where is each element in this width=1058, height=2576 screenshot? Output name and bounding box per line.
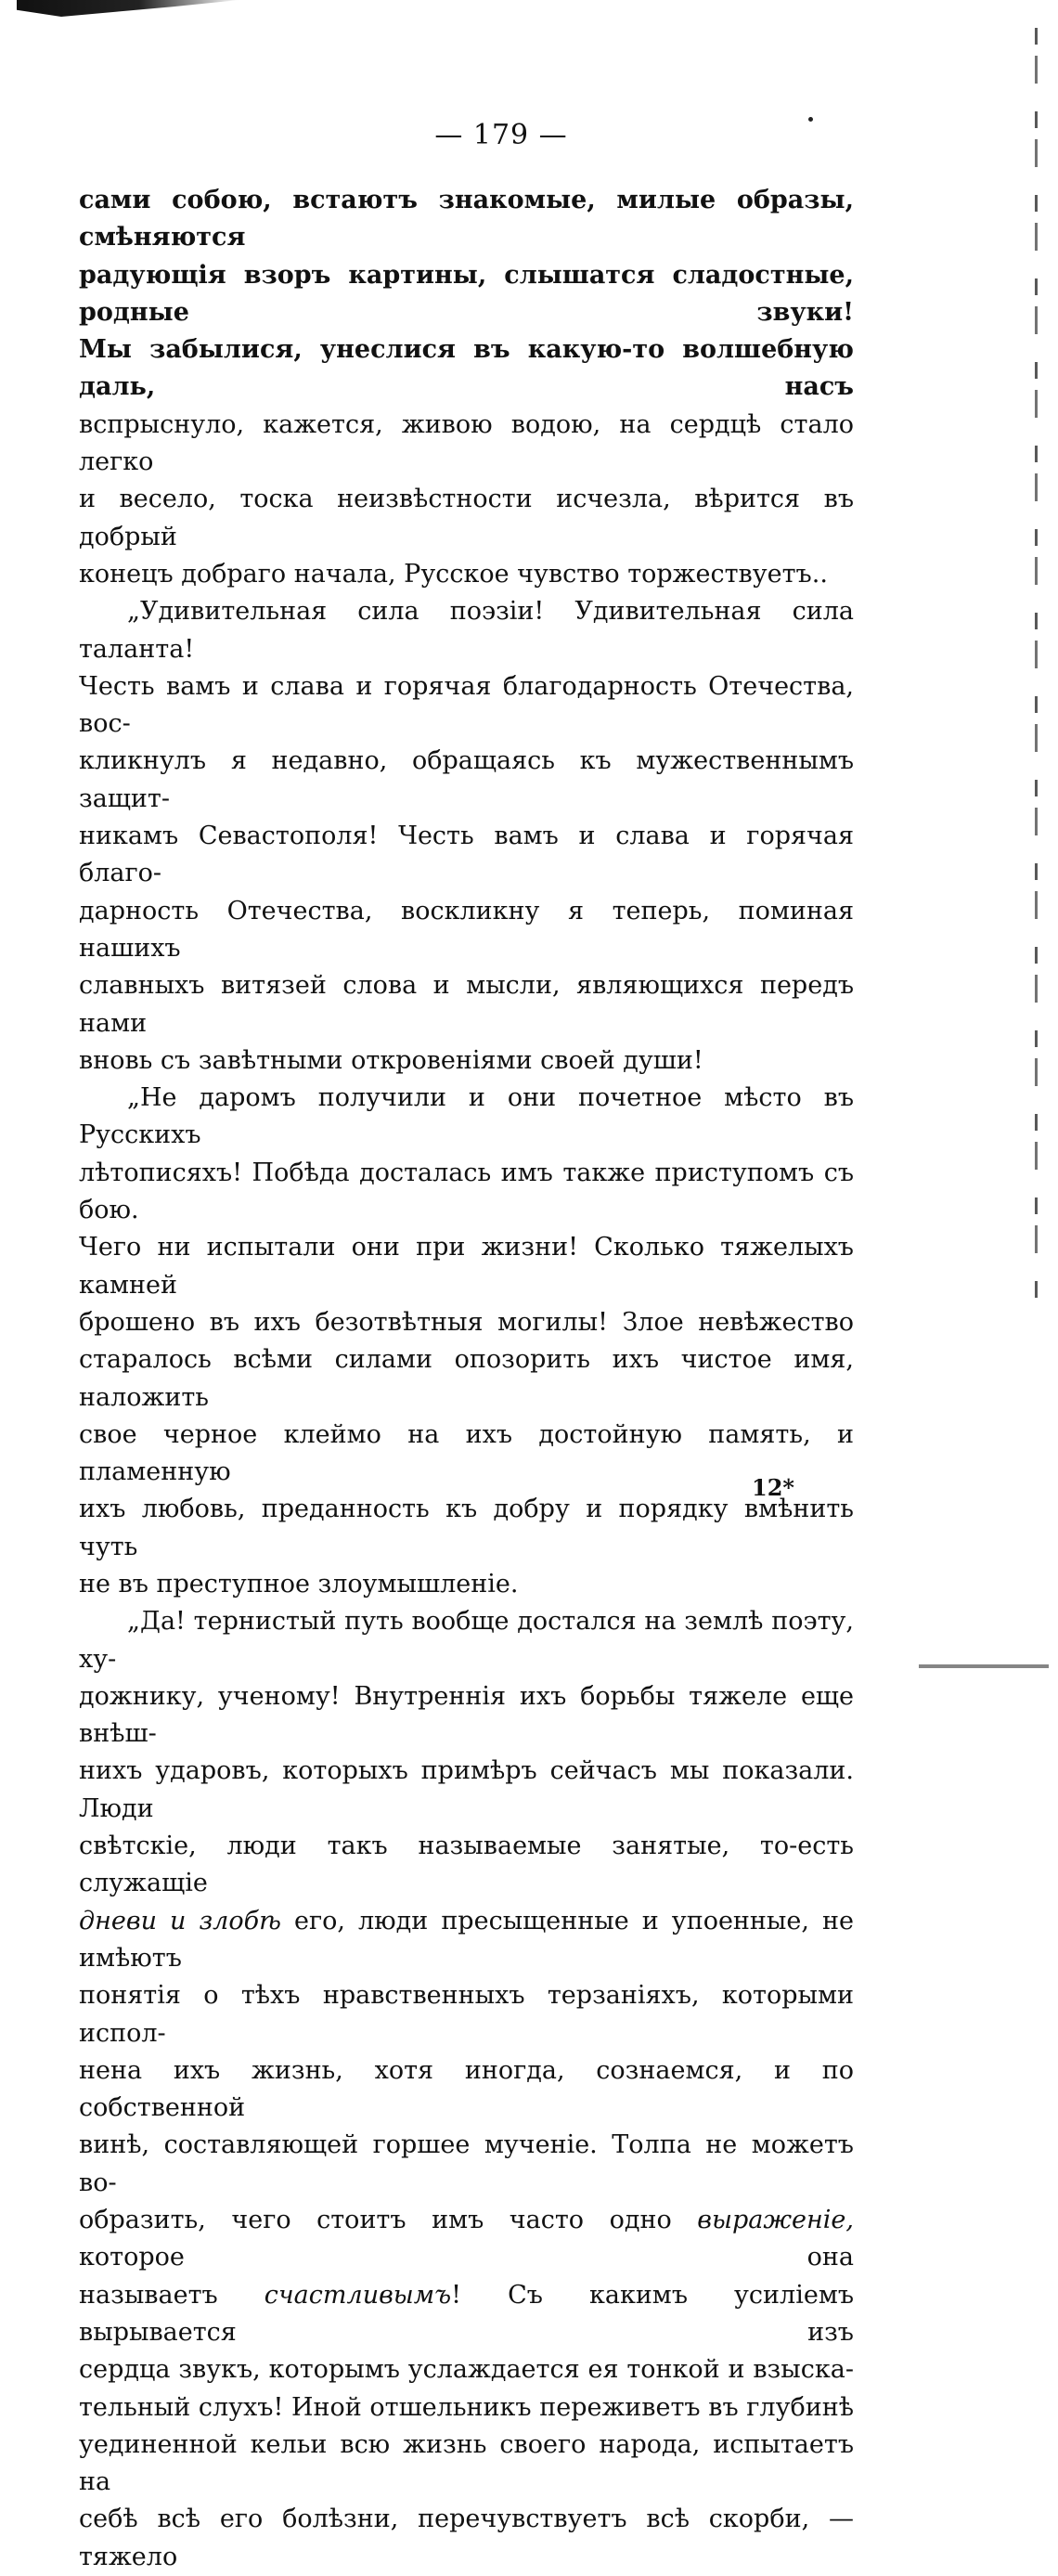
scan-bottom-artifact xyxy=(919,1664,1049,1668)
italic-phrase: дневи и злобѣ xyxy=(79,1906,281,1935)
text-line: „Да! тернистый путь вообще достался на землѣ поэту, ху- xyxy=(79,1607,854,1674)
text-line: старалось всѣми силами опозорить ихъ чистое имя, наложить xyxy=(79,1345,854,1412)
text-line: тельный слухъ! Иной отшельникъ переживетъ въ глубинѣ xyxy=(79,2392,854,2422)
text-line: лѣтописяхъ! Побѣда досталась имъ также приступомъ съ бою. xyxy=(79,1158,854,1225)
text-segment: его, люди пресыщенные и упоенные, не имѣютъ xyxy=(79,1906,854,1973)
scan-edge-artifact xyxy=(17,0,239,17)
text-segment: ! Съ какимъ усиліемъ вырывается изъ xyxy=(79,2280,854,2347)
text-line: Честь вамъ и слава и горячая благодарность Отечества, вос- xyxy=(79,671,854,739)
text-line: кликнулъ я недавно, обращаясь къ мужественнымъ защит- xyxy=(79,746,854,813)
text-line: свѣтскіе, люди такъ называемые занятые, то-есть служащіе xyxy=(79,1832,854,1898)
text-line: брошено въ ихъ безотвѣтныя могилы! Злое невѣжество xyxy=(79,1307,854,1337)
text-line: радующія взоръ картины, слышатся сладостные, родные звуки! xyxy=(79,260,854,327)
text-line: свое черное клеймо на ихъ достойную память, и пламенную xyxy=(79,1419,854,1487)
text-line: дарность Отечества, воскликну я теперь, поминая нашихъ xyxy=(79,896,854,963)
text-line: понятія о тѣхъ нравственныхъ терзаніяхъ, которыми испол- xyxy=(79,1981,854,2048)
text-line: сами собою, встаютъ знакомые, милые образы, смѣняются xyxy=(79,186,854,252)
text-line: не въ преступное злоумышленіе. xyxy=(79,1569,519,1599)
text-line: ихъ любовь, преданность къ добру и порядку вмѣнить чуть xyxy=(79,1495,854,1561)
text-line: конецъ добраго начала, Русское чувство торжествуетъ.. xyxy=(79,559,828,589)
text-line: и весело, тоска неизвѣстности исчезла, вѣрится въ добрый xyxy=(79,485,854,551)
text-line: вновь съ завѣтными откровеніями своей души! xyxy=(79,1045,703,1075)
scan-binding-edge xyxy=(1035,28,1038,1309)
printer-signature: 12* xyxy=(752,1474,794,1501)
text-line: славныхъ витязей слова и мысли, являющихся передъ нами xyxy=(79,971,854,1038)
text-line: никамъ Севастополя! Честь вамъ и слава и горячая благо- xyxy=(79,822,854,888)
text-line: себѣ всѣ его болѣзни, перечувствуетъ всѣ скорби, — тяжело xyxy=(79,2505,854,2571)
text-line: Мы забылися, унеслися въ какую-то волшебную даль, насъ xyxy=(79,335,854,402)
italic-phrase: счастливымъ xyxy=(264,2280,452,2310)
text-segment: называетъ xyxy=(79,2280,264,2310)
text-line: нихъ ударовъ, которыхъ примѣръ сейчасъ мы показали. Люди xyxy=(79,1756,854,1823)
text-line: „Удивительная сила поэзіи! Удивительная сила таланта! xyxy=(79,597,854,664)
text-line: уединенной кельи всю жизнь своего народа, испытаетъ на xyxy=(79,2429,854,2497)
text-segment: которое она xyxy=(79,2243,854,2272)
text-line xyxy=(79,2277,854,2352)
text-line xyxy=(79,1903,854,1978)
italic-phrase: выраженіе, xyxy=(697,2206,854,2235)
text-line: винѣ, составляющей горшее мученіе. Толпа не можетъ во- xyxy=(79,2130,854,2197)
text-line: сердца звукъ, которымъ услаждается ея тонкой и взыска- xyxy=(79,2355,854,2385)
text-line xyxy=(79,2202,854,2277)
text-segment: образить, чего стоитъ имъ часто одно xyxy=(79,2206,698,2235)
text-line: вспрыснуло, кажется, живою водою, на сердцѣ стало легко xyxy=(79,409,854,477)
text-line: дожнику, ученому! Внутреннія ихъ борьбы тяжеле еще внѣш- xyxy=(79,1681,854,1749)
body-text xyxy=(79,182,854,2576)
text-line: „Не даромъ получили и они почетное мѣсто въ Русскихъ xyxy=(79,1083,854,1150)
page-number: — 179 — xyxy=(434,119,568,151)
text-line: нена ихъ жизнь, хотя иногда, сознаемся, и по собственной xyxy=(79,2055,854,2123)
text-line: Чего ни испытали они при жизни! Сколько тяжелыхъ камней xyxy=(79,1233,854,1300)
